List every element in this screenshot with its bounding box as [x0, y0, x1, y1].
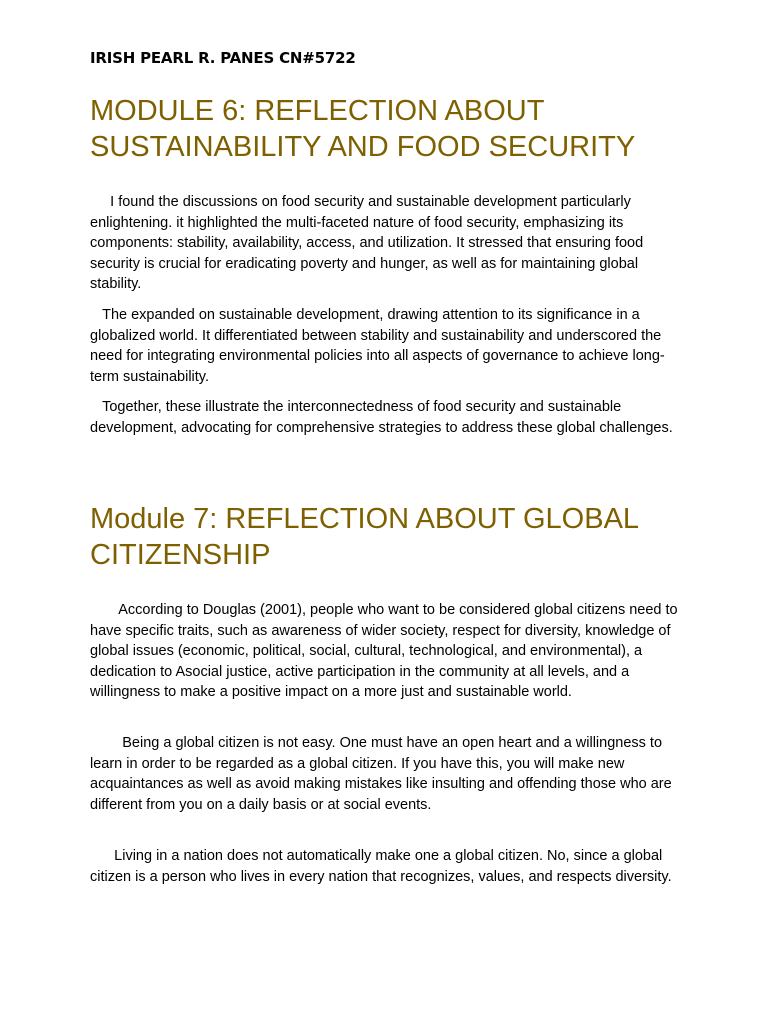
- module-6-heading: MODULE 6: REFLECTION ABOUT SUSTAINABILITY AND FOOD SECURITY: [90, 95, 636, 163]
- module-6-paragraph-1: I found the discussions on food security and sustainable development particularly enlightening. it highlighted the multi-faceted nature of food security, emphasizing its components: stability, availability, access, and utilization. It stressed that ensuring food security is crucial for eradicating poverty and hunger, as well as for maintaining global stability.: [90, 194, 648, 292]
- module-7-heading: Module 7: REFLECTION ABOUT GLOBAL CITIZENSHIP: [90, 503, 638, 571]
- module-7-paragraph-3: Living in a nation does not automatically make one a global citizen. No, since a global citizen is a person who lives in every nation that recognizes, values, and respects diversity.: [90, 848, 672, 885]
- author-line: IRISH PEARL R. PANES CN#5722: [90, 49, 356, 67]
- module-6-paragraph-3: Together, these illustrate the interconnectedness of food security and sustainable development, advocating for comprehensive strategies to address these global challenges.: [90, 399, 673, 436]
- module-7-paragraph-1: According to Douglas (2001), people who want to be considered global citizens need to have specific traits, such as awareness of wider society, respect for diversity, knowledge of global issues (economic, political, social, cultural, technological, and environmental), a dedication to Asocial justice, active participation in the community at all levels, and a willingness to make a positive impact on a more just and sustainable world.: [90, 602, 682, 700]
- module-7-paragraph-2: Being a global citizen is not easy. One must have an open heart and a willingness to learn in order to be regarded as a global citizen. If you have this, you will make new acquaintances as well as avoid making mistakes like insulting and offending those who are different from you on a daily basis or at social events.: [90, 735, 676, 813]
- module-6-paragraph-2: The expanded on sustainable development, drawing attention to its significance in a globalized world. It differentiated between stability and sustainability and underscored the need for integrating environmental policies into all aspects of governance to achieve long-term sustainability.: [90, 307, 666, 385]
